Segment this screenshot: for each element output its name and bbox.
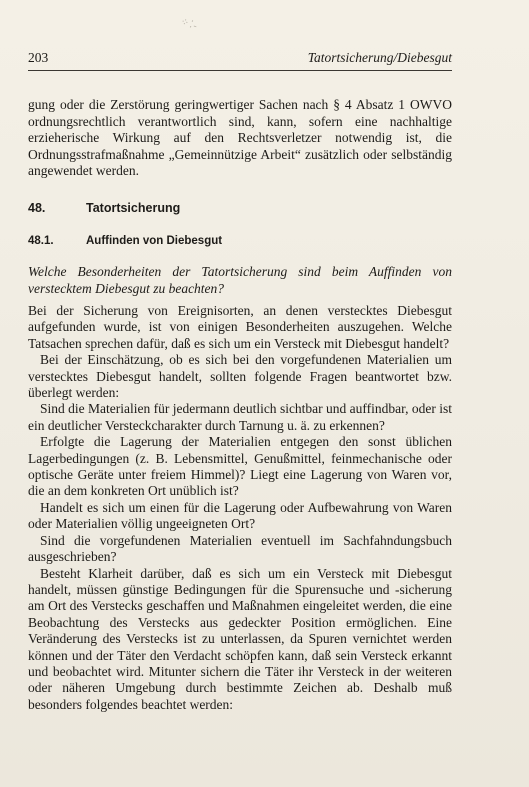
scan-smudge: ⁘⁚‐ [178, 16, 200, 33]
paragraph-4: Erfolgte die Lagerung der Materialien entgegen den sonst üblichen Lagerbedingungen (z. B. Lebensmittel, Genußmittel, feinmechanische oder optische Geräte unter freiem Himmel)? Liegt eine Lagerung von Waren vor, die an dem konkreten Ort unüblich ist? [28, 434, 452, 499]
subsection-number: 48.1. [28, 235, 54, 247]
paragraph-1: Bei der Sicherung von Ereignisorten, an denen verstecktes Diebesgut aufgefunden wurde, ist von einigen Besonderheiten auszugehen. Welche Tatsachen sprechen dafür, daß es sich um ein Versteck mit Diebesgut handelt? [28, 303, 452, 351]
main-text-block [28, 303, 452, 713]
running-title: Tatortsicherung/Diebesgut [307, 50, 452, 65]
subsection-heading [28, 235, 452, 247]
paragraph-7: Besteht Klarheit darüber, daß es sich um ein Versteck mit Diebesgut handelt, müssen günstige Bedingungen für die Spurensuche und -sicherung am Ort des Verstecks geschaffen und Maßnahmen eingeleitet werden, die eine Beobachtung des Verstecks aus gedeckter Position ermöglichen. Eine Veränderung des Verstecks ist zu unterlassen, da Spuren vernichtet werden können und der Täter den Verdacht schöpfen kann, daß sein Versteck erkannt und beobachtet wird. Mitunter sichern die Täter ihr Versteck in der weiteren oder näheren Umgebung durch bestimmte Zeichen ab. Deshalb muß besonders folgendes beachtet werden: [28, 565, 452, 712]
paragraph-2: Bei der Einschätzung, ob es sich bei den vorgefundenen Materialien um verstecktes Diebesgut handelt, sollten folgende Fragen beantwortet bzw. überlegt werden: [28, 352, 452, 401]
section-title: Tatortsicherung [86, 201, 181, 215]
paragraph-5: Handelt es sich um einen für die Lagerung oder Aufbewahrung von Waren oder Materialien völlig ungeeigneten Ort? [28, 499, 452, 532]
intro-paragraph: gung oder die Zerstörung geringwertiger Sachen nach § 4 Absatz 1 OWVO ordnungsrechtlich verantwortlich sind, kann, sofern eine nachhaltige erzieherische Wirkung auf den Rechtsverletzer notwendig ist, die Ordnungsstrafmaßnahme „Gemeinnützige Arbeit“ zusätzlich oder selbständig angewendet werden. [28, 97, 452, 179]
header-rule [28, 70, 452, 71]
subsection-title: Auffinden von Diebesgut [86, 235, 223, 247]
question-text: Welche Besonderheiten der Tatortsicherung sind beim Auffinden von verstecktem Diebesgut zu beachten? [28, 264, 452, 296]
section-heading [28, 201, 452, 215]
page-header [28, 50, 452, 70]
paragraph-6: Sind die vorgefundenen Materialien eventuell im Sachfahndungsbuch ausgeschrieben? [28, 532, 452, 565]
page-number: 203 [28, 50, 49, 65]
paragraph-3: Sind die Materialien für jedermann deutlich sichtbar und auffindbar, oder ist ein deutlicher Versteckcharakter durch Tarnung u. ä. zu erkennen? [28, 401, 452, 433]
section-number: 48. [28, 201, 46, 215]
intro-block [28, 97, 452, 180]
